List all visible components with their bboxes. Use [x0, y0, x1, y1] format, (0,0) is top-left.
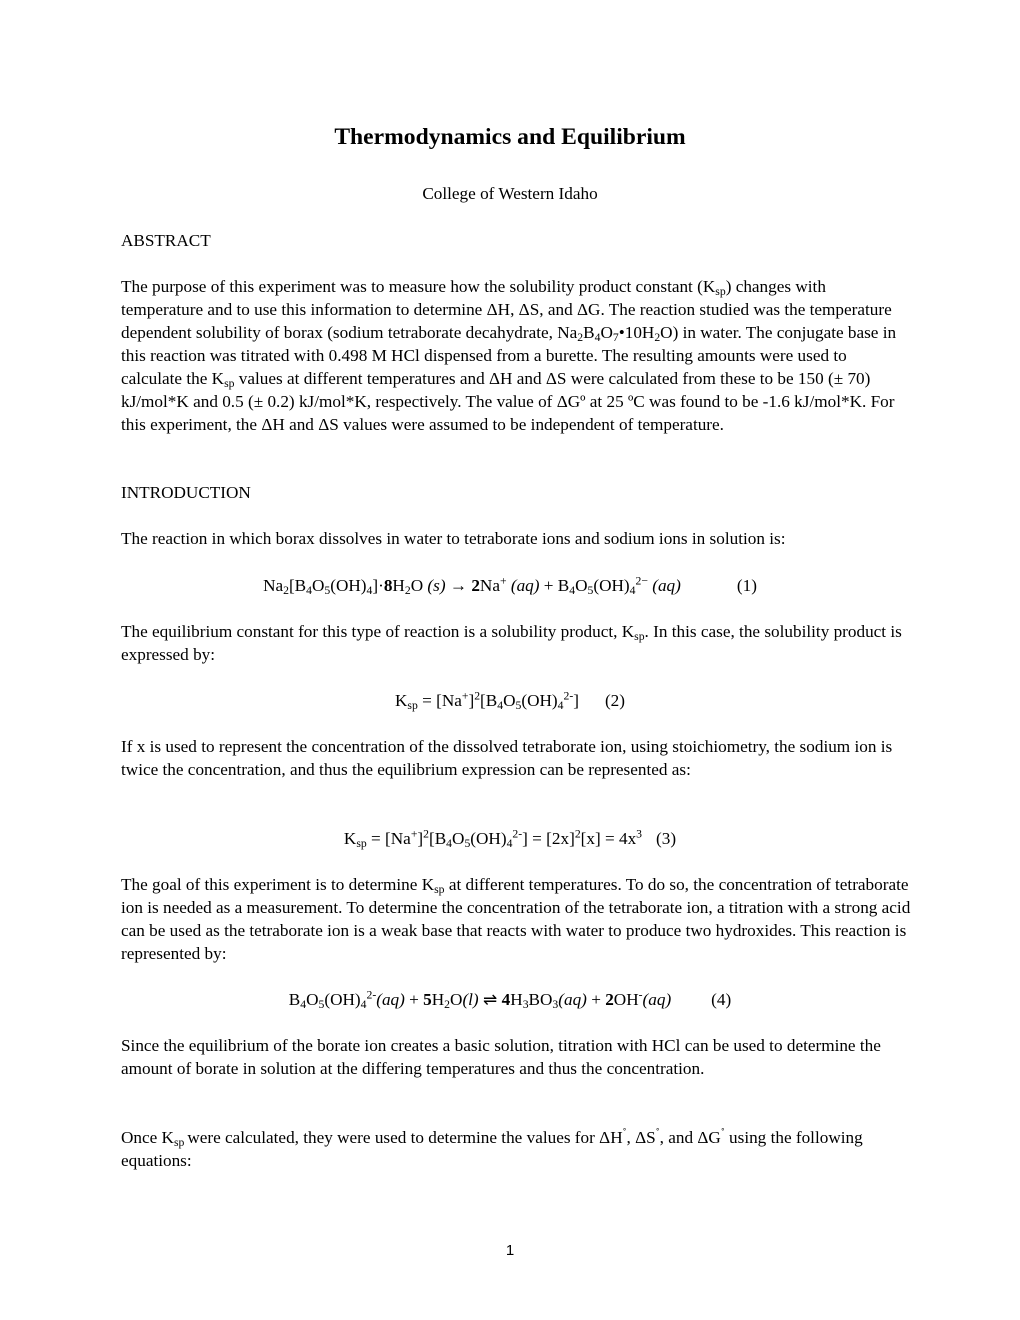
intro-paragraph-2: The equilibrium constant for this type of reaction is a solubility product, $K_{sp}$. In this case, the solubility product is expressed by:	[121, 622, 902, 664]
equation-4-number: (4)	[711, 990, 732, 1009]
intro-paragraph-4: The goal of this experiment is to determine $K_{sp}$ at different temperatures. To do so, the concentration of tetraborate ion is needed as a measurement. To determine the concentration of the tetraborate ion, a titration with a strong acid can be used as the tetraborate ion is a weak base that reacts with water to produce two hydroxides. This reaction is represented by:	[121, 875, 911, 963]
page-number: 1	[505, 1242, 515, 1259]
intro-paragraph-1: The reaction in which borax dissolves in water to tetraborate ions and sodium ions in solution is:	[121, 529, 786, 548]
introduction-heading: INTRODUCTION	[121, 483, 251, 502]
equation-1-number: (1)	[736, 576, 757, 595]
page-title: Thermodynamics and Equilibrium	[334, 124, 686, 150]
abstract-paragraph: The purpose of this experiment was to measure how the solubility product constant $(K_{sp})$ changes with temperature and to use this information to determine ΔH, ΔS, and ΔG. The reaction studied was the temperature dependent solubility of borax (sodium tetraborate decahydrate, $Na_2B_4O_7•10H_2O$) in water. The conjugate base in this reaction was titrated with 0.498 M HCl dispensed from a burette. The resulting amounts were used to calculate the $K_{sp}$ values at different temperatures and ΔH and ΔS were calculated from these to be 150 (± 70) kJ/mol*K and 0.5 (± 0.2) kJ/mol*K, respectively. The value of ΔGº at 25 ºC was found to be -1.6 kJ/mol*K. For this experiment, the ΔH and ΔS values were assumed to be independent of temperature.	[121, 277, 897, 434]
intro-paragraph-6: Once $K_{sp}$ were calculated, they were used to determine the values for ΔH˚, ΔS˚, and ΔG˚ using the following equations:	[121, 1126, 863, 1170]
equation-3: $K_{sp} = [Na^+]^2[B_4O_5(OH)_4^{2-}] = [2x]^2[x] = 4x^3$ (3)	[343, 827, 677, 850]
intro-paragraph-5: Since the equilibrium of the borate ion creates a basic solution, titration with HCl can be used to determine the amount of borate in solution at the differing temperatures and thus the concentration.	[121, 1036, 881, 1078]
equation-1: $Na_2[B_4O_5(OH)_4]\cdot 8H_2O$ (s) → 2Na+ $(aq) + B_4O_5(OH)_4^{2-}$ (aq) (1)	[263, 574, 757, 597]
equation-2: $K_{sp} = [Na^+]^2[B_4O_5(OH)_4^{2-}]$ (2)	[394, 689, 625, 712]
equation-3-number: (3)	[656, 829, 677, 848]
equation-2-number: (2)	[604, 691, 625, 710]
equation-4: $B_4O_5(OH)_4^{2-}(aq) + 5H_2O(l)$ ⇌ $4H_3BO_3(aq) + 2OH^-(aq)$ (4)	[288, 988, 732, 1011]
institution-name: College of Western Idaho	[422, 184, 598, 203]
intro-paragraph-3: If x is used to represent the concentration of the dissolved tetraborate ion, using stoichiometry, the sodium ion is twice the concentration, and thus the equilibrium expression can be represented as:	[121, 737, 893, 779]
abstract-heading: ABSTRACT	[121, 231, 211, 250]
